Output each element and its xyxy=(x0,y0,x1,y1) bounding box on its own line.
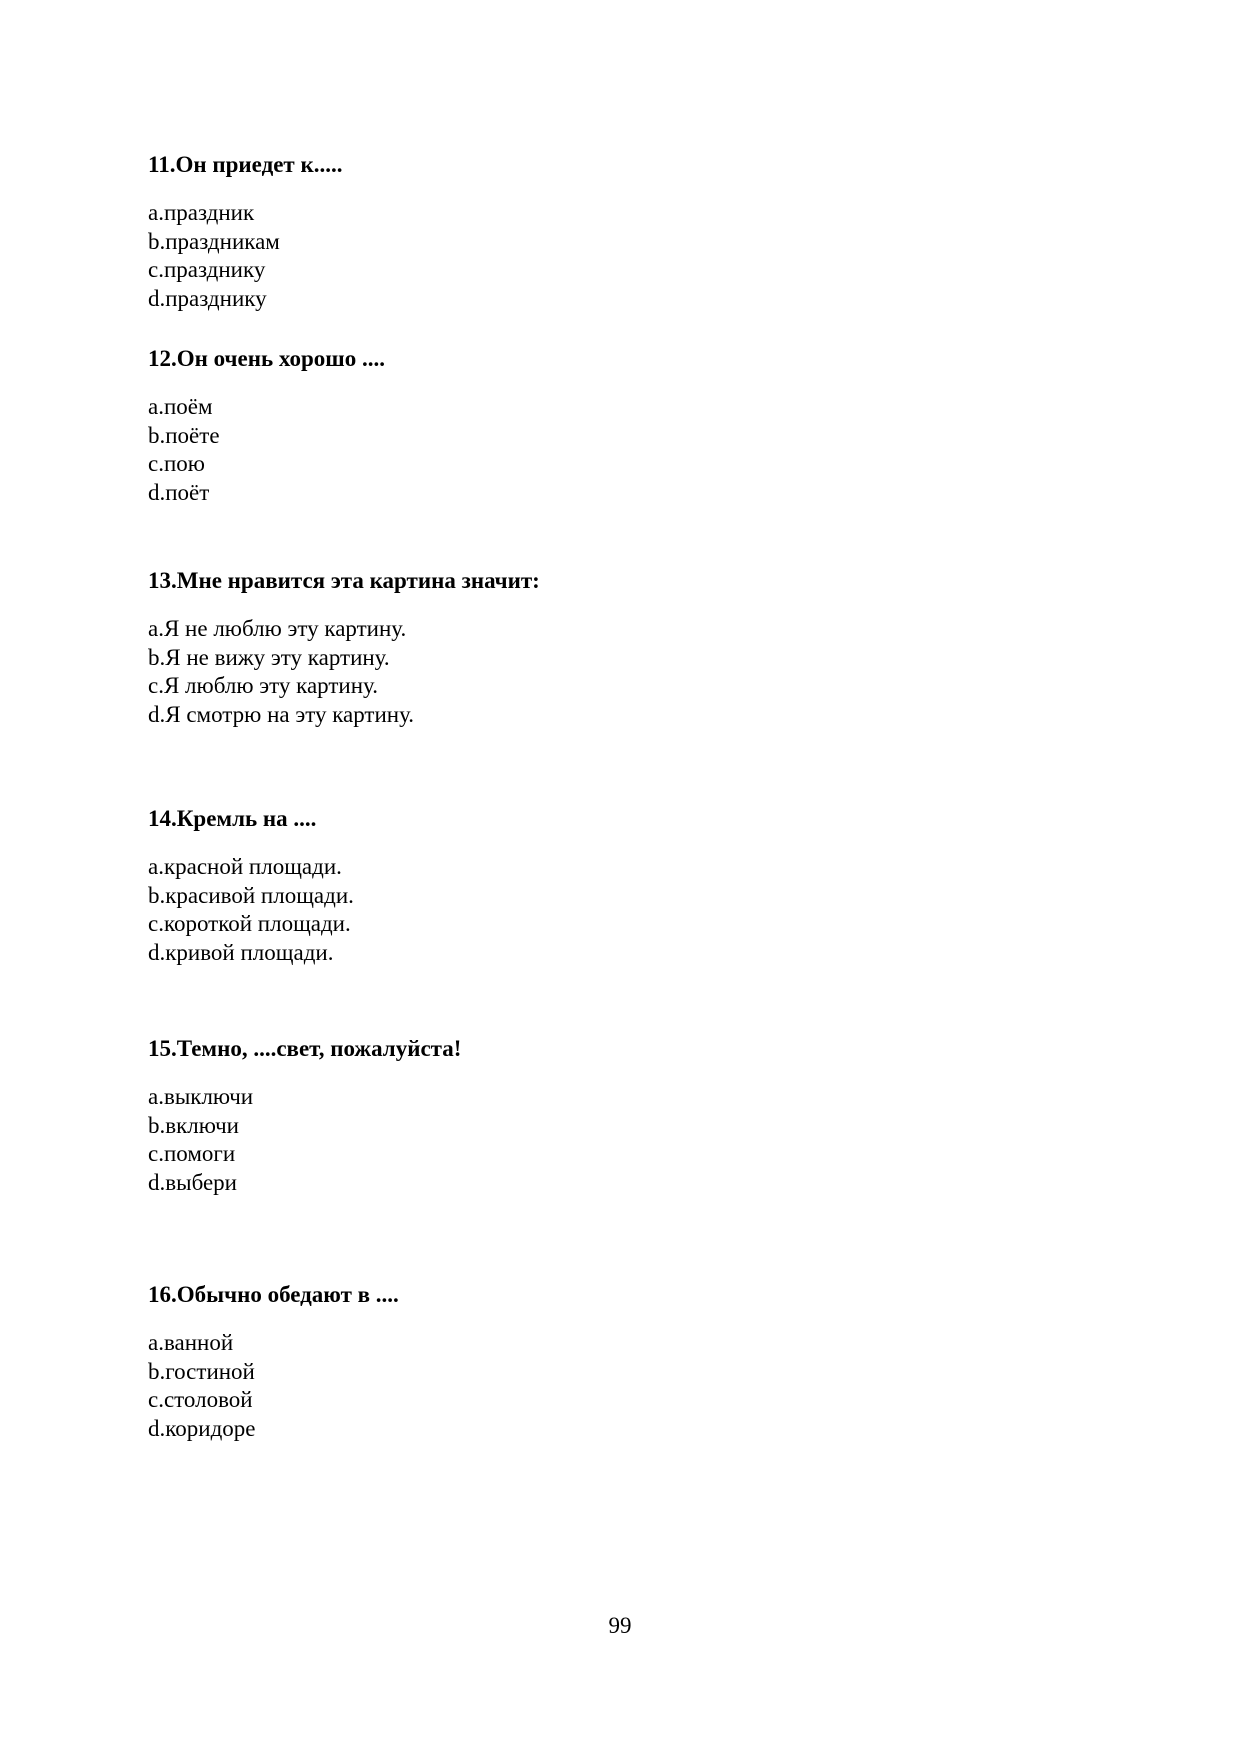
page-number: 99 xyxy=(608,1613,632,1638)
question-11 xyxy=(148,151,1048,314)
question-title: 14.Кремль на .... xyxy=(148,806,317,831)
answer-options xyxy=(148,393,1048,508)
option-b: b.красивой площади. xyxy=(148,882,354,908)
answer-options xyxy=(148,1329,1048,1444)
option-c: c.пою xyxy=(148,451,205,477)
question-title: 13.Мне нравится эта картина значит: xyxy=(148,568,540,593)
option-b: b.праздникам xyxy=(148,228,280,254)
option-d: d.коридоре xyxy=(148,1416,256,1442)
question-title: 11.Он приедет к..... xyxy=(148,152,343,177)
option-c: c.Я люблю эту картину. xyxy=(148,673,378,699)
option-d: d.поёт xyxy=(148,480,210,506)
option-d: d.выбери xyxy=(148,1170,237,1196)
option-a: a.поём xyxy=(148,394,213,419)
option-a: a.выключи xyxy=(148,1084,254,1109)
question-16 xyxy=(148,1281,1048,1444)
question-13 xyxy=(148,567,1048,730)
option-d: d.кривой площади. xyxy=(148,940,334,966)
option-d: d.Я смотрю на эту картину. xyxy=(148,702,415,728)
option-c: c.празднику xyxy=(148,257,266,283)
option-c: c.столовой xyxy=(148,1387,253,1413)
option-c: c.помоги xyxy=(148,1141,236,1167)
option-a: a.Я не люблю эту картину. xyxy=(148,616,407,641)
option-c: c.короткой площади. xyxy=(148,911,351,937)
question-12 xyxy=(148,345,1048,508)
option-b: b.Я не вижу эту картину. xyxy=(148,644,390,670)
question-title: 12.Он очень хорошо .... xyxy=(148,346,385,371)
option-b: b.поёте xyxy=(148,422,220,448)
question-14 xyxy=(148,805,1048,968)
question-title: 15.Темно, ....свет, пожалуйста! xyxy=(148,1036,462,1061)
option-d: d.празднику xyxy=(148,286,267,312)
option-a: a.красной площади. xyxy=(148,854,342,879)
answer-options xyxy=(148,1083,1048,1198)
answer-options xyxy=(148,199,1048,314)
option-b: b.включи xyxy=(148,1112,239,1138)
answer-options xyxy=(148,853,1048,968)
option-a: a.ванной xyxy=(148,1330,234,1355)
question-title: 16.Обычно обедают в .... xyxy=(148,1282,399,1307)
answer-options xyxy=(148,615,1048,730)
option-b: b.гостиной xyxy=(148,1358,255,1384)
option-a: a.праздник xyxy=(148,200,255,225)
question-15 xyxy=(148,1035,1048,1198)
